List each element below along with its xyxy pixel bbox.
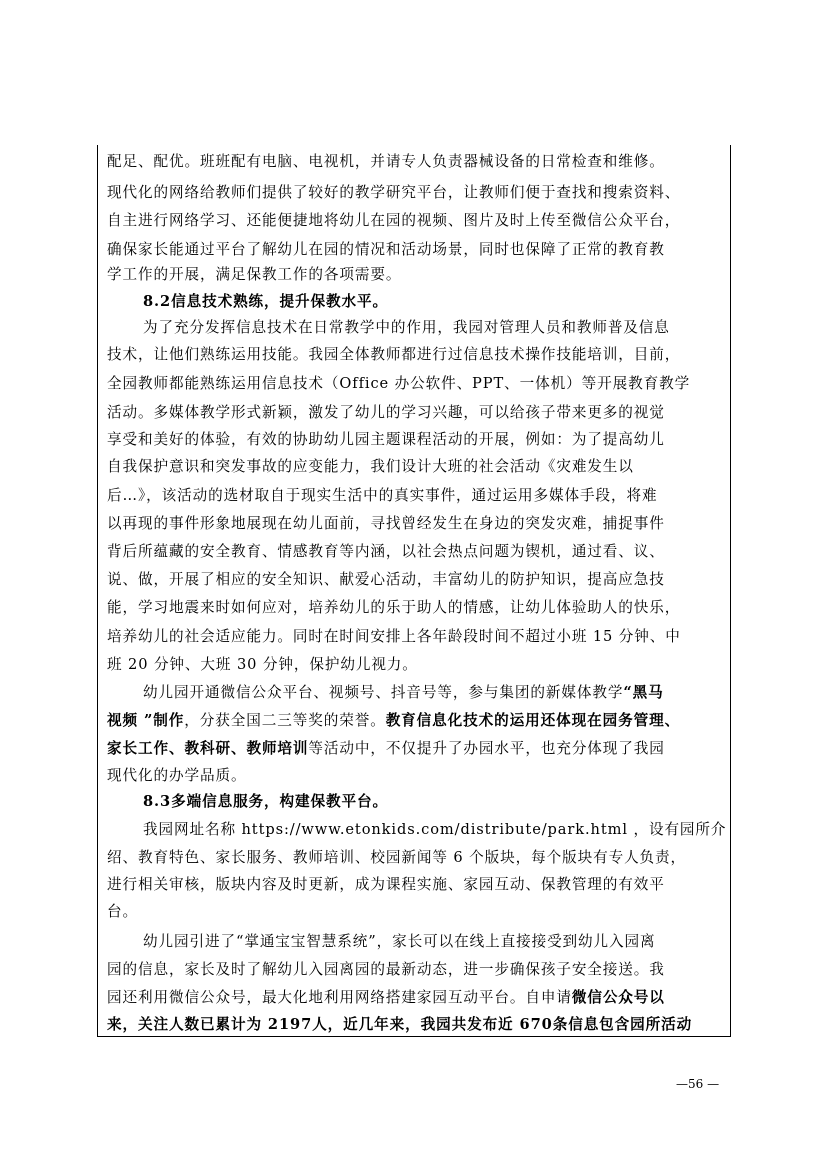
text-line: 以再现的事件形象地展现在幼儿面前，寻找曾经发生在身边的突发灾难，捕捉事件 bbox=[107, 515, 665, 532]
text-line: 现代化的办学品质。 bbox=[107, 767, 247, 784]
bold-run: “黑马 bbox=[623, 684, 664, 701]
text-line: 自我保护意识和突发事故的应变能力，我们设计大班的社会活动《灾难发生以 bbox=[107, 458, 634, 475]
section-heading-8-3: 8.3多端信息服务，构建保教平台。 bbox=[143, 793, 389, 810]
page-number: —56 — bbox=[676, 1077, 720, 1091]
text-line: 活动。多媒体教学形式新颖，激发了幼儿的学习兴趣，可以给孩子带来更多的视觉 bbox=[107, 404, 665, 421]
text-line: 为了充分发挥信息技术在日常教学中的作用，我园对管理人员和教师普及信息 bbox=[143, 319, 670, 336]
text-line bbox=[107, 988, 665, 1008]
text-line: 背后所蕴藏的安全教育、情感教育等内涵，以社会热点问题为锲机，通过看、议、 bbox=[107, 543, 665, 560]
text-line bbox=[107, 739, 665, 759]
text-line: 来，关注人数已累计为 2197人，近几年来，我园共发布近 670条信息包含园所活动 bbox=[107, 1016, 693, 1033]
text-line: 我园网址名称 https://www.etonkids.com/distribute/park.html ，设有园所介 bbox=[143, 821, 727, 838]
text-line: 能，学习地震来时如何应对，培养幼儿的乐于助人的情感，让幼儿体验助人的快乐， bbox=[107, 599, 681, 616]
text-run: 等活动中，不仅提升了办园水平，也充分体现了我园 bbox=[308, 740, 665, 757]
text-line: 全园教师都能熟练运用信息技术（Office 办公软件、PPT、一体机）等开展教育教学 bbox=[107, 375, 691, 392]
bold-run: 家长工作、教科研、教师培训 bbox=[107, 740, 309, 757]
text-line: 配足、配优。班班配有电脑、电视机，并请专人负责器械设备的日常检查和维修。 bbox=[107, 153, 665, 170]
text-line: 自主进行网络学习、还能便捷地将幼儿在园的视频、图片及时上传至微信公众平台， bbox=[107, 212, 681, 229]
text-line: 学工作的开展，满足保教工作的各项需要。 bbox=[107, 266, 402, 283]
text-line: 技术，让他们熟练运用技能。我园全体教师都进行过信息技术操作技能培训，目前， bbox=[107, 346, 681, 363]
text-line: 绍、教育特色、家长服务、教师培训、校园新闻等 6 个版块，每个版块有专人负责， bbox=[107, 849, 687, 866]
section-heading-8-2: 8.2信息技术熟练，提升保教水平。 bbox=[143, 293, 389, 310]
text-line: 幼儿园引进了“掌通宝宝智慧系统”，家长可以在线上直接接受到幼儿入园离 bbox=[143, 933, 656, 950]
text-line: 园的信息，家长及时了解幼儿入园离园的最新动态，进一步确保孩子安全接送。我 bbox=[107, 961, 665, 978]
text-line: 享受和美好的体验，有效的协助幼儿园主题课程活动的开展，例如：为了提高幼儿 bbox=[107, 431, 665, 448]
text-line bbox=[143, 683, 664, 703]
text-line: 现代化的网络给教师们提供了较好的教学研究平台，让教师们便于查找和搜索资料、 bbox=[107, 184, 681, 201]
text-line bbox=[107, 711, 680, 731]
bold-run: 微信公众号以 bbox=[571, 989, 665, 1006]
bold-run: 教育信息化技术的运用还体现在园务管理、 bbox=[385, 712, 681, 729]
bold-run: 视频 ”制作 bbox=[107, 712, 185, 729]
text-line: 进行相关审核，版块内容及时更新，成为课程实施、家园互动、保教管理的有效平 bbox=[107, 876, 665, 893]
text-line: 确保家长能通过平台了解幼儿在园的情况和活动场景，同时也保障了正常的教育教 bbox=[107, 241, 665, 258]
text-line: 培养幼儿的社会适应能力。同时在时间安排上各年龄段时间不超过小班 15 分钟、中 bbox=[107, 628, 681, 645]
text-line: 台。 bbox=[107, 903, 138, 920]
text-run: 园还利用微信公众号，最大化地利用网络搭建家园互动平台。自申请 bbox=[107, 989, 572, 1006]
text-run: ，分获全国二三等奖的荣誉。 bbox=[184, 712, 386, 729]
text-run: 幼儿园开通微信公众平台、视频号、抖音号等，参与集团的新媒体教学 bbox=[143, 684, 624, 701]
text-line: 后…》，该活动的选材取自于现实生活中的真实事件，通过运用多媒体手段，将难 bbox=[107, 487, 658, 504]
text-line: 说、做，开展了相应的安全知识、献爱心活动，丰富幼儿的防护知识，提高应急技 bbox=[107, 571, 665, 588]
text-line: 班 20 分钟、大班 30 分钟，保护幼儿视力。 bbox=[107, 656, 418, 673]
